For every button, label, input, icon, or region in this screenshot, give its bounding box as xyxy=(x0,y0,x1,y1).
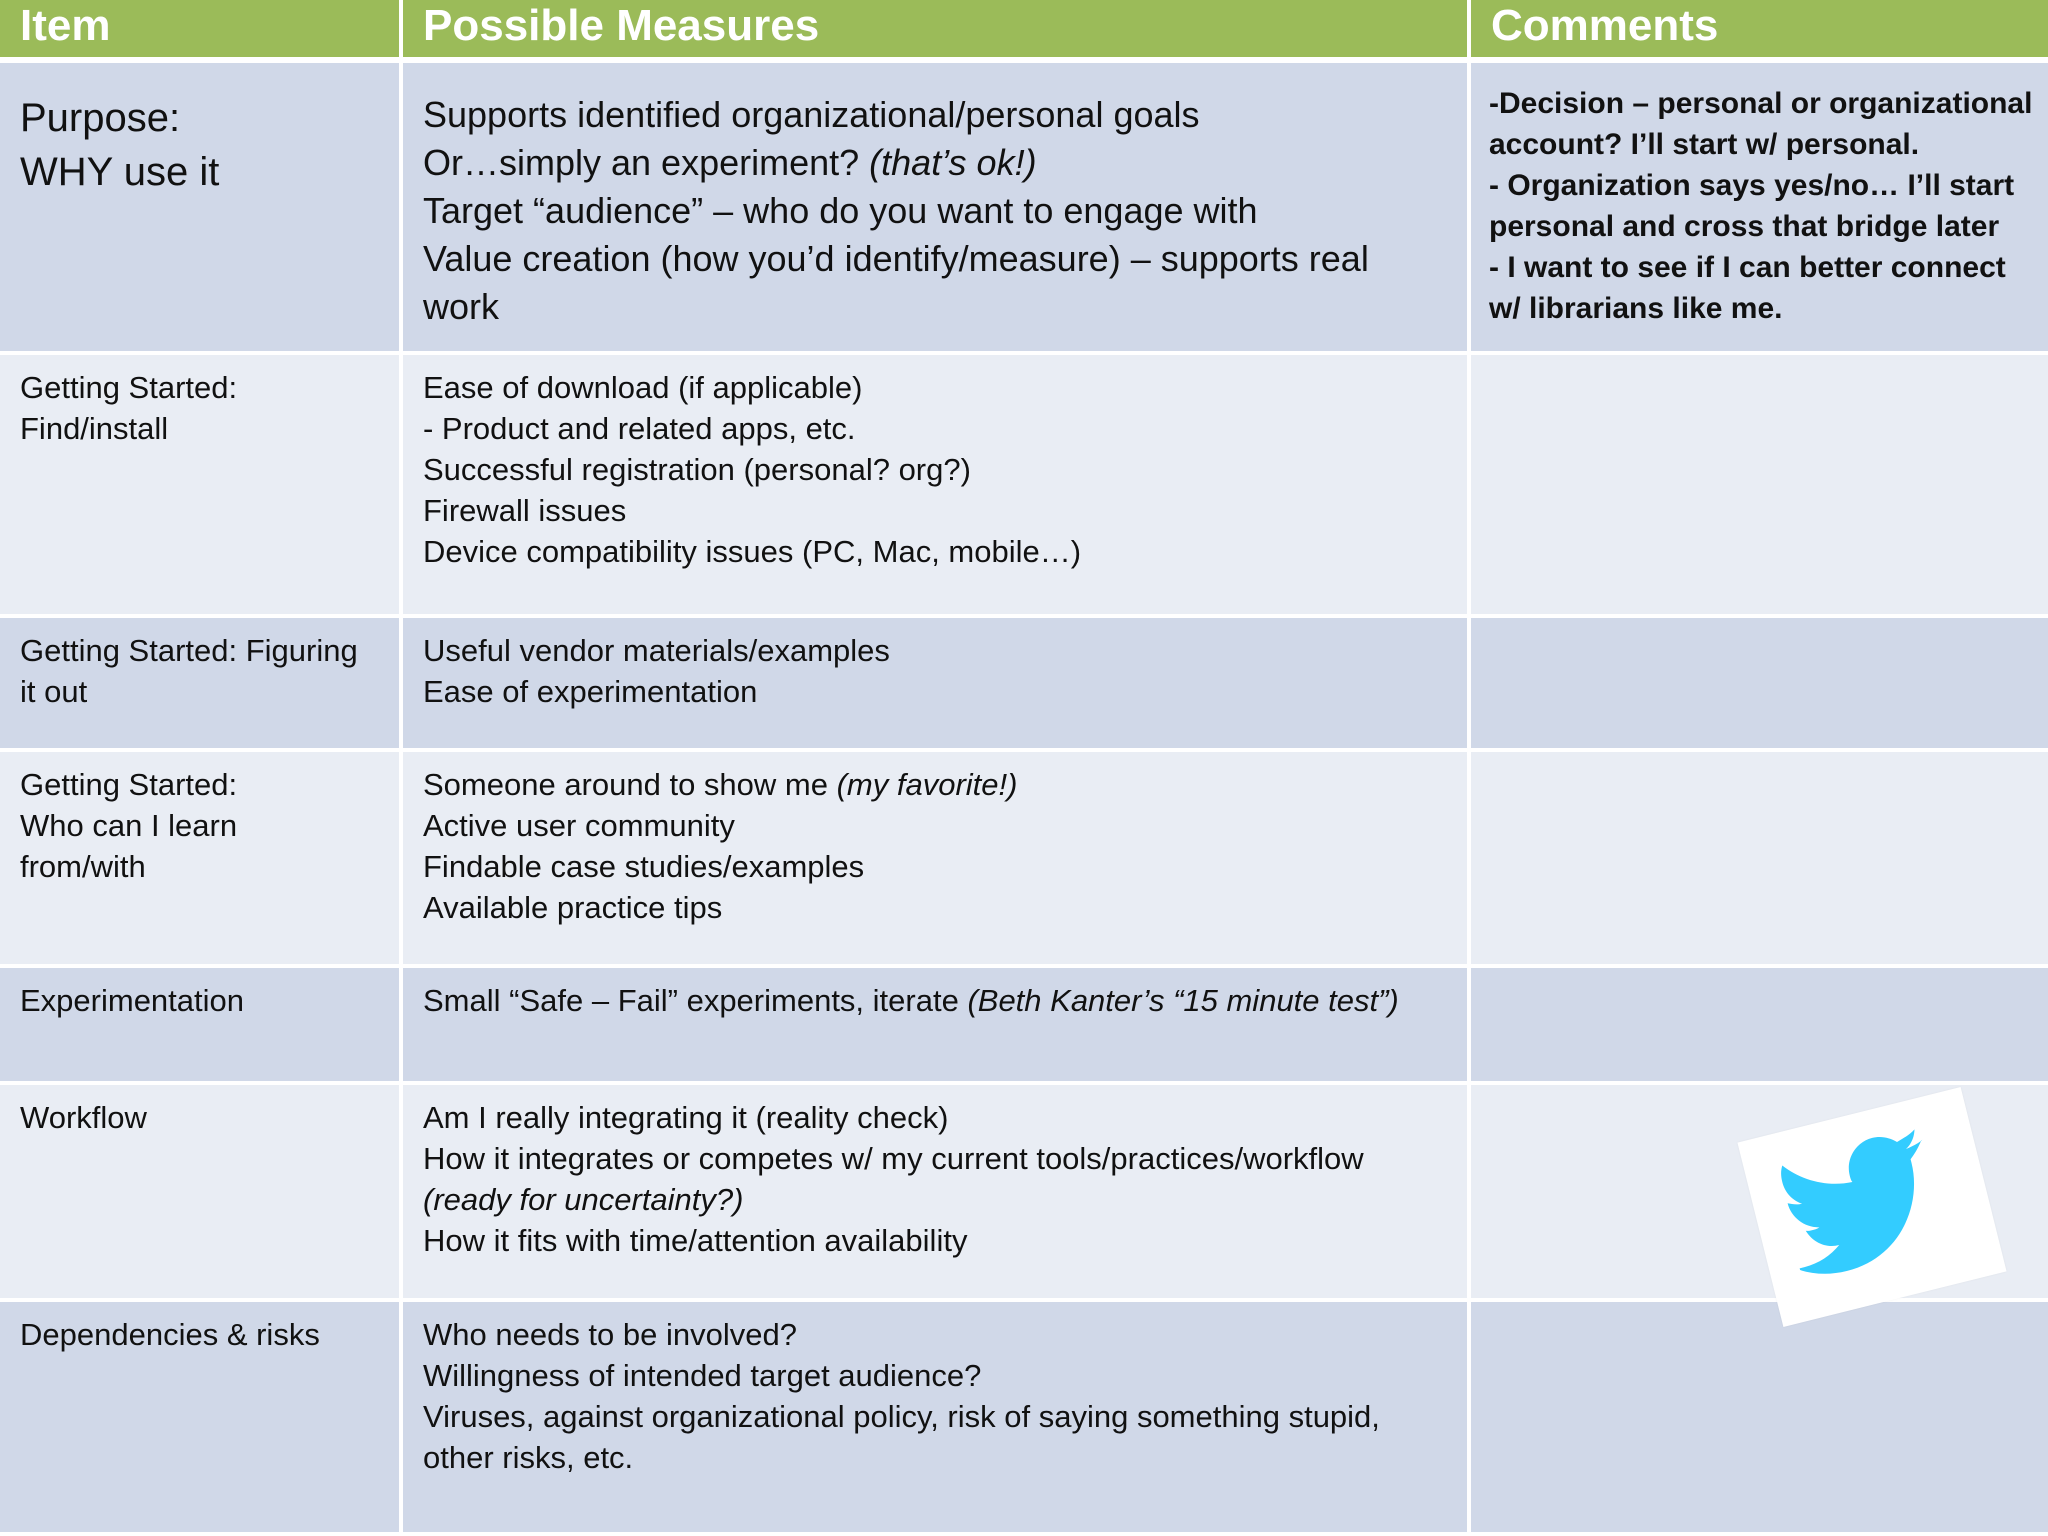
row-experimentation-item xyxy=(0,968,403,1085)
measure-line: How it integrates or competes w/ my current tools/practices/workflow xyxy=(423,1141,1364,1176)
measure-line: Someone around to show me (my favorite!) xyxy=(423,767,1018,802)
item-line: Experimentation xyxy=(20,983,245,1018)
row-purpose-item xyxy=(0,63,403,355)
row-find-install-item xyxy=(0,355,403,618)
row-purpose-measures xyxy=(403,63,1471,355)
row-workflow-measures xyxy=(403,1085,1471,1302)
item-line: Getting Started: xyxy=(20,767,238,802)
row-figuring-item xyxy=(0,618,403,752)
header-comments: Comments xyxy=(1471,0,2048,63)
measure-line: Who needs to be involved? xyxy=(423,1317,797,1352)
item-line: Dependencies & risks xyxy=(20,1317,320,1352)
twitter-bird-icon xyxy=(1769,1106,1973,1302)
item-line: from/with xyxy=(20,849,146,884)
item-line: Find/install xyxy=(20,411,169,446)
measure-line: Active user community xyxy=(423,808,735,843)
header-item: Item xyxy=(0,0,403,63)
item-line: Who can I learn xyxy=(20,808,238,843)
item-line: Purpose: xyxy=(20,96,181,140)
row-learn-item xyxy=(0,752,403,968)
row-dependencies-comments xyxy=(1471,1302,2048,1536)
measure-line: Device compatibility issues (PC, Mac, mobile…) xyxy=(423,534,1082,569)
comment-line: -Decision – personal or organizational xyxy=(1489,87,2033,120)
measure-line: - Product and related apps, etc. xyxy=(423,411,856,446)
row-find-install-comments xyxy=(1471,355,2048,618)
measure-line: work xyxy=(423,286,500,327)
measure-line: Findable case studies/examples xyxy=(423,849,865,884)
comment-line: - I want to see if I can better connect xyxy=(1489,251,2006,284)
row-figuring-measures xyxy=(403,618,1471,752)
measure-line: Willingness of intended target audience? xyxy=(423,1358,982,1393)
measure-line: Ease of download (if applicable) xyxy=(423,370,863,405)
comment-line: w/ librarians like me. xyxy=(1489,292,1783,325)
row-learn-measures xyxy=(403,752,1471,968)
measure-line: Successful registration (personal? org?) xyxy=(423,452,971,487)
item-line: Getting Started: xyxy=(20,370,238,405)
row-dependencies-item xyxy=(0,1302,403,1536)
measure-line: Viruses, against organizational policy, risk of saying something stupid, xyxy=(423,1399,1380,1434)
measure-line: Am I really integrating it (reality check) xyxy=(423,1100,949,1135)
measure-line: Or…simply an experiment? (that’s ok!) xyxy=(423,142,1037,183)
row-learn-comments xyxy=(1471,752,2048,968)
measure-line: Useful vendor materials/examples xyxy=(423,633,890,668)
measure-line: Small “Safe – Fail” experiments, iterate (Beth Kanter’s “15 minute test”) xyxy=(423,983,1399,1018)
item-line: Getting Started: Figuring xyxy=(20,633,358,668)
measure-line: Supports identified organizational/personal goals xyxy=(423,94,1200,135)
item-line: WHY use it xyxy=(20,150,220,194)
measure-line: Value creation (how you’d identify/measure) – supports real xyxy=(423,238,1369,279)
row-purpose-comments xyxy=(1471,63,2048,355)
row-dependencies-measures xyxy=(403,1302,1471,1536)
measure-line: Firewall issues xyxy=(423,493,627,528)
measure-line: other risks, etc. xyxy=(423,1440,634,1475)
measure-line: (ready for uncertainty?) xyxy=(423,1182,744,1217)
comment-line: personal and cross that bridge later xyxy=(1489,210,2000,243)
comment-line: account? I’ll start w/ personal. xyxy=(1489,128,1920,161)
measure-line: Target “audience” – who do you want to engage with xyxy=(423,190,1258,231)
row-experimentation-measures xyxy=(403,968,1471,1085)
comment-line: - Organization says yes/no… I’ll start xyxy=(1489,169,2015,202)
row-experimentation-comments xyxy=(1471,968,2048,1085)
item-line: Workflow xyxy=(20,1100,147,1135)
header-measures: Possible Measures xyxy=(403,0,1471,63)
measure-line: Ease of experimentation xyxy=(423,674,758,709)
measure-line: Available practice tips xyxy=(423,890,723,925)
measure-line: How it fits with time/attention availability xyxy=(423,1223,968,1258)
row-find-install-measures xyxy=(403,355,1471,618)
item-line: it out xyxy=(20,674,88,709)
row-figuring-comments xyxy=(1471,618,2048,752)
row-workflow-item xyxy=(0,1085,403,1302)
